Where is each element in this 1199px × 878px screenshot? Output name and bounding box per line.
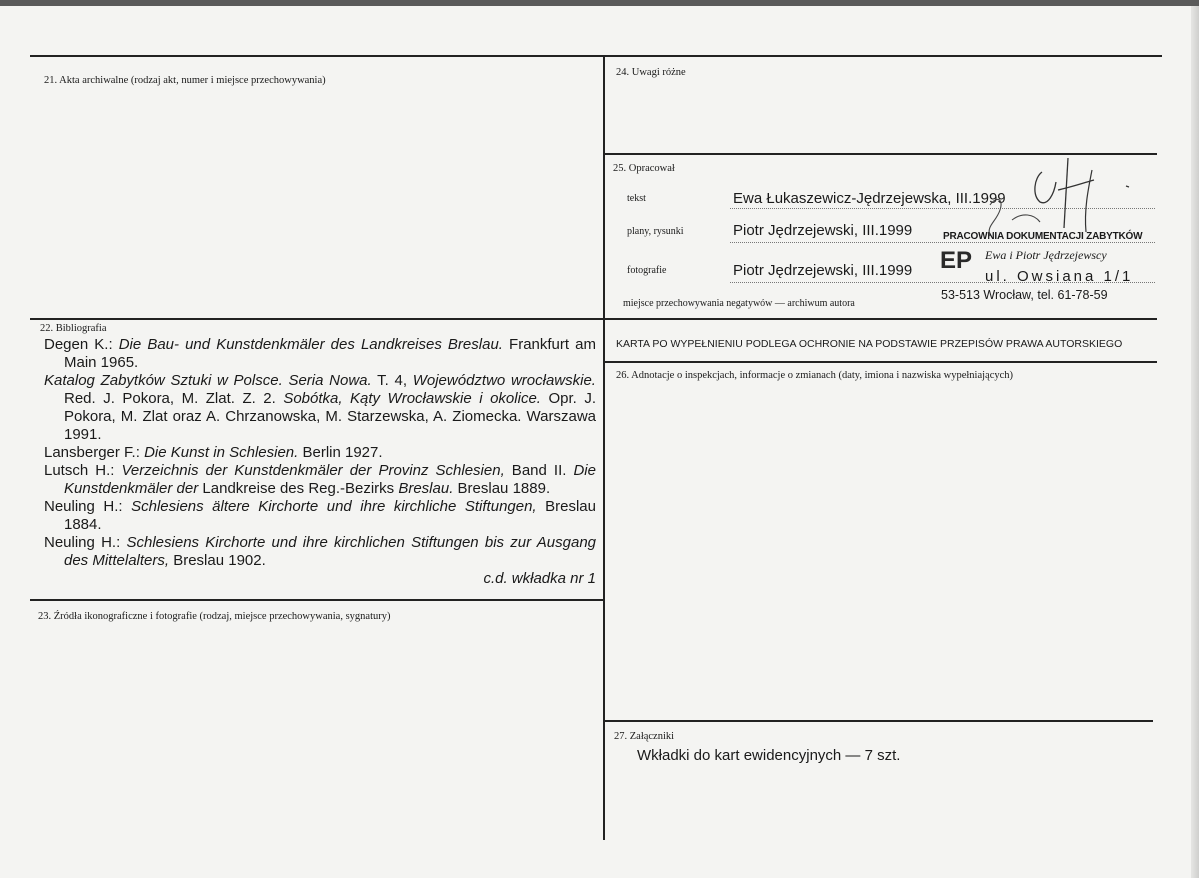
- row-value-text-author: Ewa Łukaszewicz-Jędrzejewska, III.1999: [733, 190, 1006, 207]
- handwritten-signature: [960, 150, 1130, 260]
- section-22-label: 22. Bibliografia: [40, 323, 107, 334]
- row-value-photos-author: Piotr Jędrzejewski, III.1999: [733, 262, 913, 279]
- section-21-label: 21. Akta archiwalne (rodzaj akt, numer i miejsce przechowywania): [44, 75, 326, 86]
- copyright-notice: KARTA PO WYPEŁNIENIU PODLEGA OCHRONIE NA PODSTAWIE PRZEPISÓW PRAWA AUTORSKIEGO: [616, 338, 1123, 350]
- section-23-label: 23. Źródła ikonograficzne i fotografie (rodzaj, miejsce przechowywania, sygnatury): [38, 611, 391, 622]
- bibliography-entry: Katalog Zabytków Sztuki w Polsce. Seria Nowa. T. 4, Województwo wrocławskie. Red. J. Pokora, M. Zlat. Z. 2. Sobótka, Kąty Wrocławskie i okolice. Opr. J. Pokora, M. Zlat oraz A. Chrzanowska, M. Starzewska, A. Ziomecka. Warszawa 1991.: [44, 372, 596, 443]
- scan-top-edge: [0, 0, 1199, 6]
- stamp-header: PRACOWNIA DOKUMENTACJI ZABYTKÓW: [943, 231, 1143, 242]
- bibliography-entry: Lutsch H.: Verzeichnis der Kunstdenkmäler der Provinz Schlesien, Band II. Die Kunstdenkmäler der Landkreise des Reg.-Bezirks Breslau. Breslau 1889.: [44, 462, 596, 497]
- bibliography-entry: Lansberger F.: Die Kunst in Schlesien. Berlin 1927.: [44, 444, 383, 461]
- rule-notice-26: [604, 361, 1157, 363]
- stamp-street: ul. Owsiana 1/1: [985, 268, 1134, 285]
- rule-21-22: [30, 318, 604, 320]
- stamp-city: 53-513 Wrocław, tel. 61-78-59: [941, 288, 1108, 302]
- stamp-logo: EP: [940, 247, 973, 274]
- rule-26-27: [604, 720, 1153, 722]
- attachments-value: Wkładki do kart ewidencyjnych — 7 szt.: [637, 747, 901, 764]
- row-label-text: tekst: [627, 193, 646, 204]
- section-25-label: 25. Opracował: [613, 163, 675, 174]
- bibliography-list: [44, 336, 596, 588]
- section-27-label: 27. Załączniki: [614, 731, 675, 742]
- bibliography-entry: Degen K.: Die Bau- und Kunstdenkmäler des Landkreises Breslau. Frankfurt am Main 1965.: [44, 336, 596, 371]
- row-label-plans: plany, rysunki: [627, 226, 684, 237]
- negatives-location: miejsce przechowywania negatywów — archiwum autora: [623, 298, 855, 309]
- stamp-name: Ewa i Piotr Jędrzejewscy: [985, 248, 1107, 262]
- bibliography-continued: c.d. wkładka nr 1: [483, 570, 596, 587]
- rule-22-23: [30, 599, 604, 601]
- bibliography-entry: Neuling H.: Schlesiens Kirchorte und ihre kirchlichen Stiftungen bis zur Ausgang des Mittelalters, Breslau 1902.: [44, 534, 596, 569]
- row-label-photos: fotografie: [627, 265, 667, 276]
- bibliography-entry: Neuling H.: Schlesiens ältere Kirchorte und ihre kirchliche Stiftungen, Breslau 1884.: [44, 498, 596, 533]
- row-value-plans-author: Piotr Jędrzejewski, III.1999: [733, 222, 913, 239]
- section-24-label: 24. Uwagi różne: [616, 67, 686, 78]
- section-26-label: 26. Adnotacje o inspekcjach, informacje o zmianach (daty, imiona i nazwiska wypełniających): [616, 370, 1014, 381]
- scan-right-edge: [1191, 6, 1199, 878]
- center-divider: [603, 55, 605, 840]
- rule-25-notice: [604, 318, 1157, 320]
- top-rule: [30, 55, 1162, 57]
